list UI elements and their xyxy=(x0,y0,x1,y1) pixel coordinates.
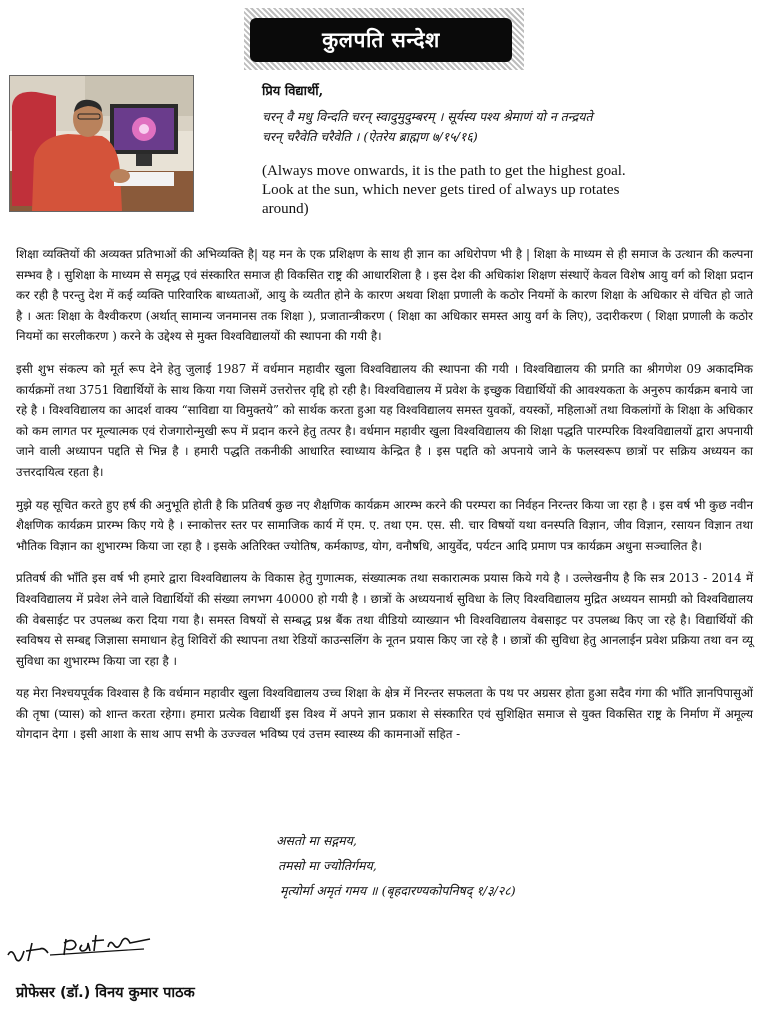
mantra-line: तमसो मा ज्योतिर्गमय, xyxy=(278,858,377,873)
paragraph: प्रतिवर्ष की भाँति इस वर्ष भी हमारे द्वारा विश्वविद्यालय के विकास हेतु गुणात्मक, संख्यात्मक तथा सकारात्मक प्रयास किये गये है । उल्लेखनीय है कि सत्र 2013 - 2014 में विश्वविद्यालय में प्रवेश लेने वाले विद्यार्थियों की संख्या लगभग 40000 हो गयी है । छात्रों के अध्ययनार्थ सुविधा के लिए विश्वविद्यालय मुद्रित अध्ययन सामग्री को विश्वविद्यालय की वेबसाईट पर उपलब्ध करा दिया गया है। समस्त विषयों से सम्बद्ध प्रश्न बैंक तथा वीडियो व्याख्यान भी विश्वविद्यालय वेबसाइट पर उपलब्ध किए जा रहे है। विद्यार्थियों की स्वविषय से सम्बद्द जिज्ञासा समाधान हेतु शिविरों की स्थापना तथा रेडियों काउन्सलिंग के नूतन प्रयास किए जा रहे है । छात्रों की सुविधा हेतु आनलाईन प्रवेश प्रक्रिया तथा वन व्यू सुविधा का शुभारम्भ किया जा रहा है । xyxy=(16,571,753,668)
sanskrit-verse xyxy=(262,107,682,147)
mantra-line: मृत्योर्मा अमृतं गमय ॥ (बृहदारण्यकोपनिषद् १/३/२८) xyxy=(280,883,516,898)
closing-mantra xyxy=(276,828,516,903)
paragraph: मुझे यह सूचित करते हुए हर्ष की अनुभूति होती है कि प्रतिवर्ष कुछ नए शैक्षणिक कार्यक्रम आरम्भ करने की परम्परा का निर्वहन निरन्तर किया जा रहा है । इस वर्ष भी कुछ नवीन शैक्षणिक कार्यक्रम प्रारम्भ किए गये है । स्नाकोत्तर स्तर पर सामाजिक कार्य में एम. ए. तथा एम. एस. सी. चार विषयों यथा वनस्पति विज्ञान, जीव विज्ञान, रसायन विज्ञान तथा भौतिक विज्ञान का शुभारम्भ किया जा रहा है । इसके अतिरिक्त ज्योतिष, कर्मकाण्ड, योग, वनौषधि, आयुर्वेद, पर्यटन आदि प्रमाण पत्र कार्यक्रम अधुना सञ्चालित है। xyxy=(16,497,753,553)
paragraph: शिक्षा व्यक्तियों की अव्यक्त प्रतिभाओं की अभिव्यक्ति है| यह मन के एक प्रशिक्षण के साथ ही ज्ञान का अधिरोपण भी है | शिक्षा के माध्यम से ही समाज के उत्थान की कल्पना सम्भव है । सुशिक्षा के माध्यम से समृद्ध एवं संस्कारित समाज ही विकसित राष्ट्र की आधारशिला है । इस देश की अधिकांश शिक्षण संस्थाऐं केवल विशेष आयु वर्ग को शिक्षा प्रदान कर रही है परन्तु देश में कई व्यक्ति पारिवारिक बाध्यताओं, आयु के व्यतीत होने के कारण अथवा शिक्षा प्रणाली के कठोर नियमों के कारण शिक्षा के अधिकार से वंचित हो जाते है । अतः शिक्षा के वैश्वीकरण (अर्थात् सामान्य जनमानस तक शिक्षा ), प्रजातान्त्रीकरण ( शिक्षा का अधिकार समस्त आयु वर्ग के लिए), उदारीकरण ( शिक्षा प्रणाली के कठोर नियमों का सरलीकरण ) करने के उद्देश्य से मुक्त विश्वविद्यालयों की स्थापना की गयी है। xyxy=(16,247,753,344)
handwritten-signature xyxy=(4,925,154,975)
header-banner-frame xyxy=(244,8,524,70)
paragraph: इसी शुभ संकल्प को मूर्त रूप देने हेतु जुलाई 1987 में वर्धमान महावीर खुला विश्वविद्यालय की स्थापना की गयी । विश्वविद्यालय की प्रगति का श्रीगणेश 09 अकादमिक कार्यक्रमों तथा 3751 विद्यार्थियों के साथ किया गया जिसमें उत्तरोत्तर वृद्दि हो रही है। विश्वविद्यालय में प्रवेश के इच्छुक विद्यार्थियों की आवश्यकता के अनुरुप कार्यक्रम बनाये जा रहे है । विश्वविद्यालय का आदर्श वाक्य “साविद्या या विमुक्तये” को सार्थक करता हुआ यह विश्वविद्यालय समस्त युवकों, वयस्कों, महिलाओं तथा विकलांगों के शिक्षा के अधिकार को कम लागत पर मूल्यात्मक एवं रोजगारोन्मुखी रूप में प्रदान करने हेतु तत्पर है। वर्धमान महावीर खुला विश्वविद्यालय की शिक्षा पद्धति पारम्परिक विश्वविद्यालयों द्वारा अपनायी जाने वाली अध्यापन पद्दति से भिन्न है । हमारी पद्धति तकनीकी आधारित स्वाध्याय केन्द्रित है । इस पद्दति को अपनाये जाने के फलस्वरूप छात्रों पर सक्रिय अध्ययन का उत्तरदायित्व रहता है। xyxy=(16,361,753,479)
paragraph: यह मेरा निश्चयपूर्वक विश्वास है कि वर्धमान महावीर खुला विश्वविद्यालय उच्च शिक्षा के क्षेत्र में निरन्तर सफलता के पथ पर अग्रसर होता हुआ सदैव गंगा की भाँति ज्ञानपिपासुओं की तृषा (प्यास) को शान्त करता रहेगा। हमारा प्रत्येक विद्यार्थी इस विश्व में अपने ज्ञान प्रकाश से संस्कारित एवं सुशिक्षित समाज से युक्त विकसित राष्ट्र के निर्माण में अमूल्य योगदान देगा । इसी आशा के साथ आप सभी के उज्ज्वल भविष्य एवं उत्तम स्वास्थ्य की कामनाओं सहित - xyxy=(16,686,753,742)
page-title: कुलपति सन्देश xyxy=(250,18,512,62)
vice-chancellor-photo xyxy=(9,75,194,212)
verse-line: चरन् चरैवेति चरैवेति । (ऐतरेय ब्राह्मण ७/१५/१६) xyxy=(262,129,478,144)
signatory-name: प्रोफेसर (डॉ.) विनय कुमार पाठक xyxy=(16,985,195,1001)
message-body xyxy=(16,244,753,757)
english-translation: (Always move onwards, it is the path to get the highest goal. Look at the sun, which never gets tired of always up rotates around) xyxy=(262,163,626,217)
verse-line: चरन् वै मधु विन्दति चरन् स्वादुमुदुम्बरम् । सूर्यस्य पश्य श्रेमाणं यो न तन्द्रयते xyxy=(262,109,593,124)
mantra-line: असतो मा सद्गमय, xyxy=(276,833,357,848)
greeting: प्रिय विद्यार्थी, xyxy=(262,84,324,99)
